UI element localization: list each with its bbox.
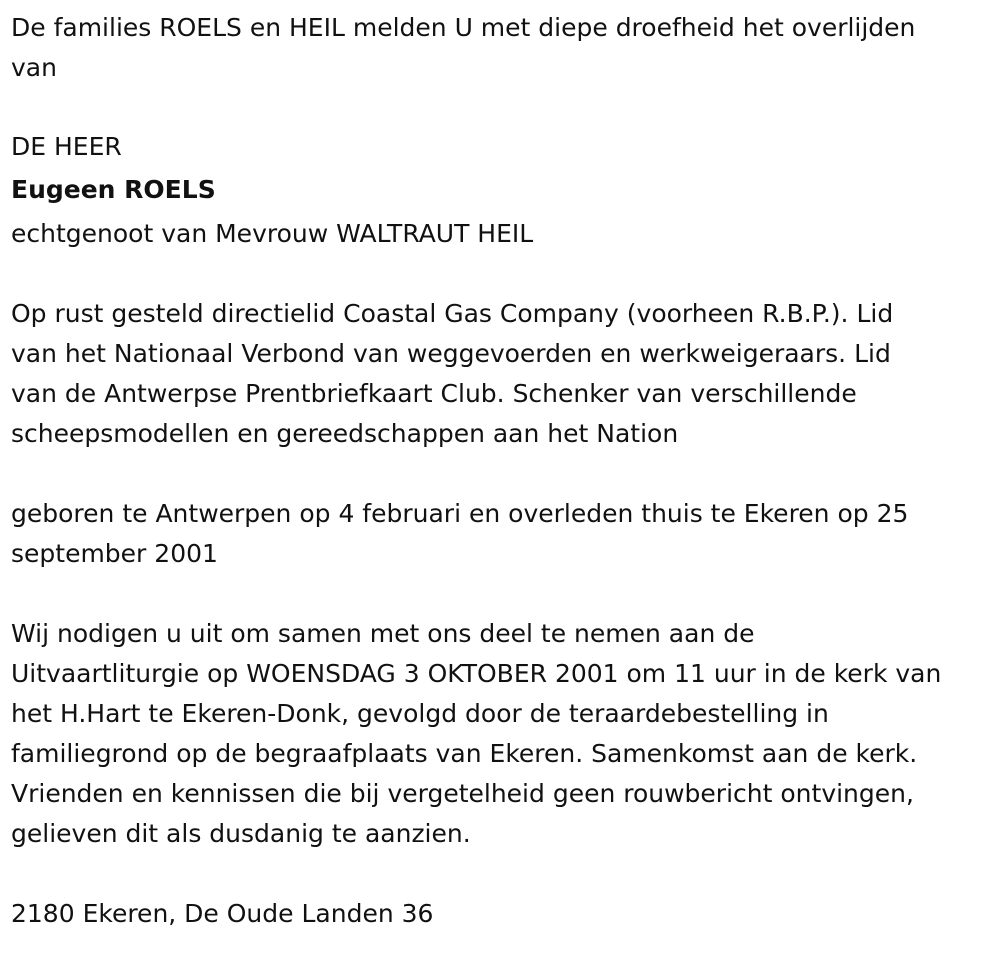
career-line: Op rust gesteld directielid Coastal Gas Company (voorheen R.B.P.). Lid <box>11 299 894 328</box>
invitation-line: Uitvaartliturgie op WOENSDAG 3 OKTOBER 2001 om 11 uur in de kerk van <box>11 659 942 688</box>
death-notice <box>11 8 991 934</box>
birth-death-line: september 2001 <box>11 539 218 568</box>
intro-line: van <box>11 53 57 82</box>
career-line: van de Antwerpse Prentbriefkaart Club. Schenker van verschillende <box>11 379 857 408</box>
paragraph-spacer <box>11 454 991 494</box>
honorific-title: DE HEER <box>11 132 122 161</box>
career-paragraph <box>11 294 991 454</box>
birth-death-line: geboren te Antwerpen op 4 februari en overleden thuis te Ekeren op 25 <box>11 499 909 528</box>
intro-paragraph <box>11 8 991 88</box>
invitation-line: Vrienden en kennissen die bij vergetelheid geen rouwbericht ontvingen, <box>11 779 914 808</box>
invitation-line: familiegrond op de begraafplaats van Ekeren. Samenkomst aan de kerk. <box>11 739 918 768</box>
career-line: scheepsmodellen en gereedschappen aan het Nation <box>11 419 679 448</box>
paragraph-spacer <box>11 854 991 894</box>
deceased-name: Eugeen ROELS <box>11 175 216 204</box>
invitation-paragraph <box>11 614 991 854</box>
career-line: van het Nationaal Verbond van weggevoerden en werkweigeraars. Lid <box>11 339 891 368</box>
paragraph-spacer <box>11 88 991 128</box>
invitation-line: het H.Hart te Ekeren-Donk, gevolgd door de teraardebestelling in <box>11 699 829 728</box>
paragraph-spacer <box>11 254 991 294</box>
address-line: 2180 Ekeren, De Oude Landen 36 <box>11 899 434 928</box>
intro-line: De families ROELS en HEIL melden U met diepe droefheid het overlijden <box>11 13 916 42</box>
invitation-line: Wij nodigen u uit om samen met ons deel te nemen aan de <box>11 619 755 648</box>
invitation-line: gelieven dit als dusdanig te aanzien. <box>11 819 471 848</box>
spouse-line: echtgenoot van Mevrouw WALTRAUT HEIL <box>11 219 534 248</box>
paragraph-spacer <box>11 574 991 614</box>
birth-death-paragraph <box>11 494 991 574</box>
